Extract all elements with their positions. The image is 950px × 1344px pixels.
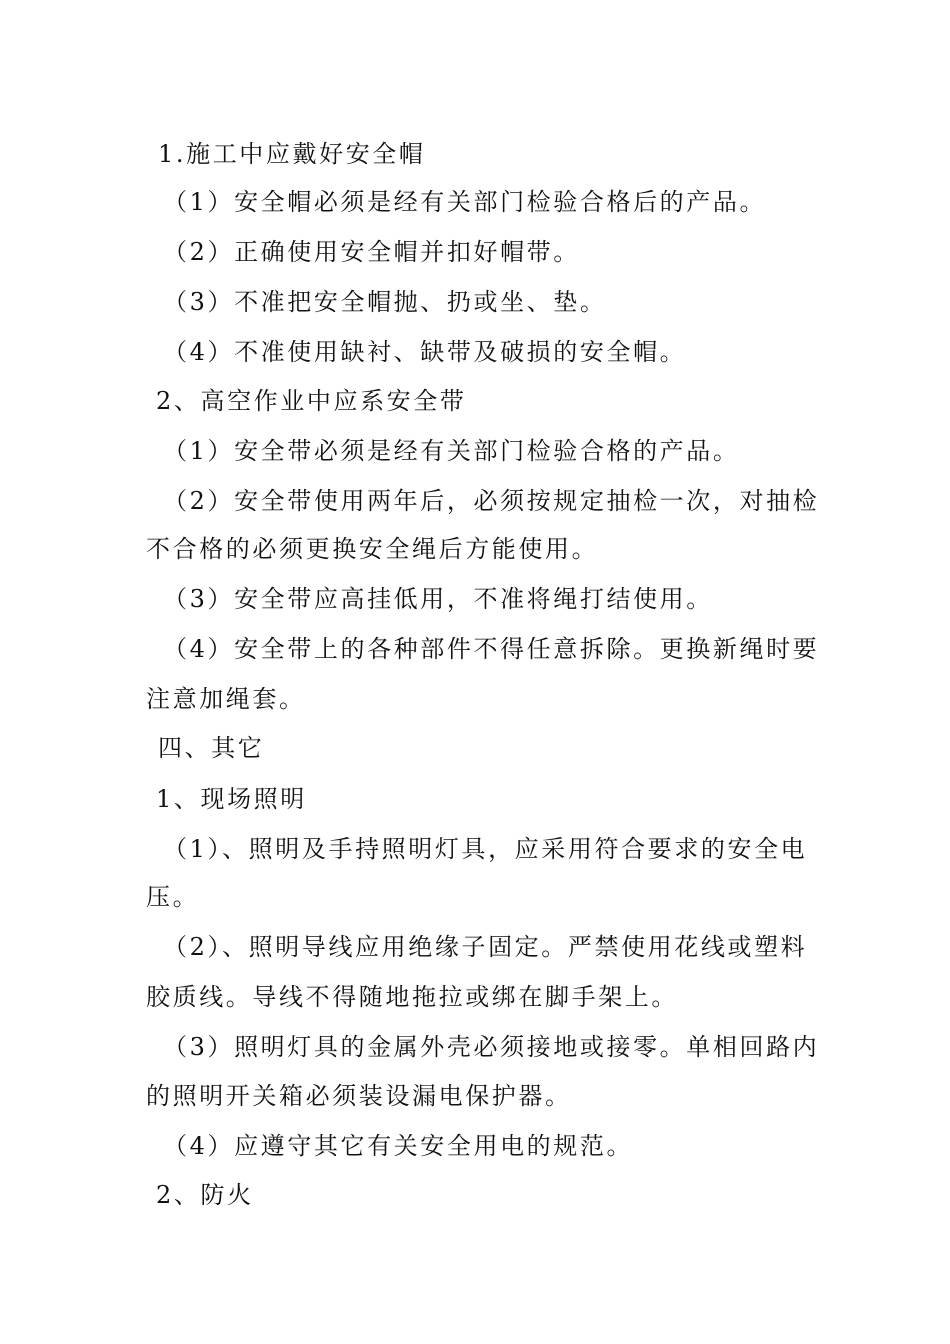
chapter-heading-other: 四、其它 <box>158 734 265 762</box>
paragraph-line: （4）不准使用缺衬、缺带及破损的安全帽。 <box>163 338 687 366</box>
section-heading-site-lighting: 1、现场照明 <box>156 785 307 813</box>
paragraph-line: 不合格的必须更换安全绳后方能使用。 <box>146 535 599 563</box>
section-heading-safety-helmet: 1.施工中应戴好安全帽 <box>158 140 426 168</box>
paragraph-line: （2）、照明导线应用绝缘子固定。严禁使用花线或塑料 <box>163 933 808 961</box>
paragraph-line: 的照明开关箱必须装设漏电保护器。 <box>146 1082 572 1110</box>
paragraph-line: （1）安全帽必须是经有关部门检验合格后的产品。 <box>163 188 767 216</box>
section-heading-safety-belt: 2、高空作业中应系安全带 <box>156 387 467 415</box>
paragraph-line: （3）不准把安全帽抛、扔或坐、垫。 <box>163 288 607 316</box>
paragraph-line: （3）安全带应高挂低用，不准将绳打结使用。 <box>163 585 713 613</box>
paragraph-line: 压。 <box>146 883 200 911</box>
paragraph-line: （1）、照明及手持照明灯具，应采用符合要求的安全电 <box>163 835 808 863</box>
paragraph-line: （4）应遵守其它有关安全用电的规范。 <box>163 1132 634 1160</box>
paragraph-line: （3）照明灯具的金属外壳必须接地或接零。单相回路内 <box>163 1033 820 1061</box>
paragraph-line: （4）安全带上的各种部件不得任意拆除。更换新绳时要 <box>163 635 820 663</box>
section-heading-fire-prevention: 2、防火 <box>156 1181 254 1209</box>
paragraph-line: 胶质线。导线不得随地拖拉或绑在脚手架上。 <box>146 983 678 1011</box>
paragraph-line: 注意加绳套。 <box>146 685 306 713</box>
paragraph-line: （2）安全带使用两年后，必须按规定抽检一次，对抽检 <box>163 487 820 515</box>
paragraph-line: （2）正确使用安全帽并扣好帽带。 <box>163 238 580 266</box>
paragraph-line: （1）安全带必须是经有关部门检验合格的产品。 <box>163 437 740 465</box>
